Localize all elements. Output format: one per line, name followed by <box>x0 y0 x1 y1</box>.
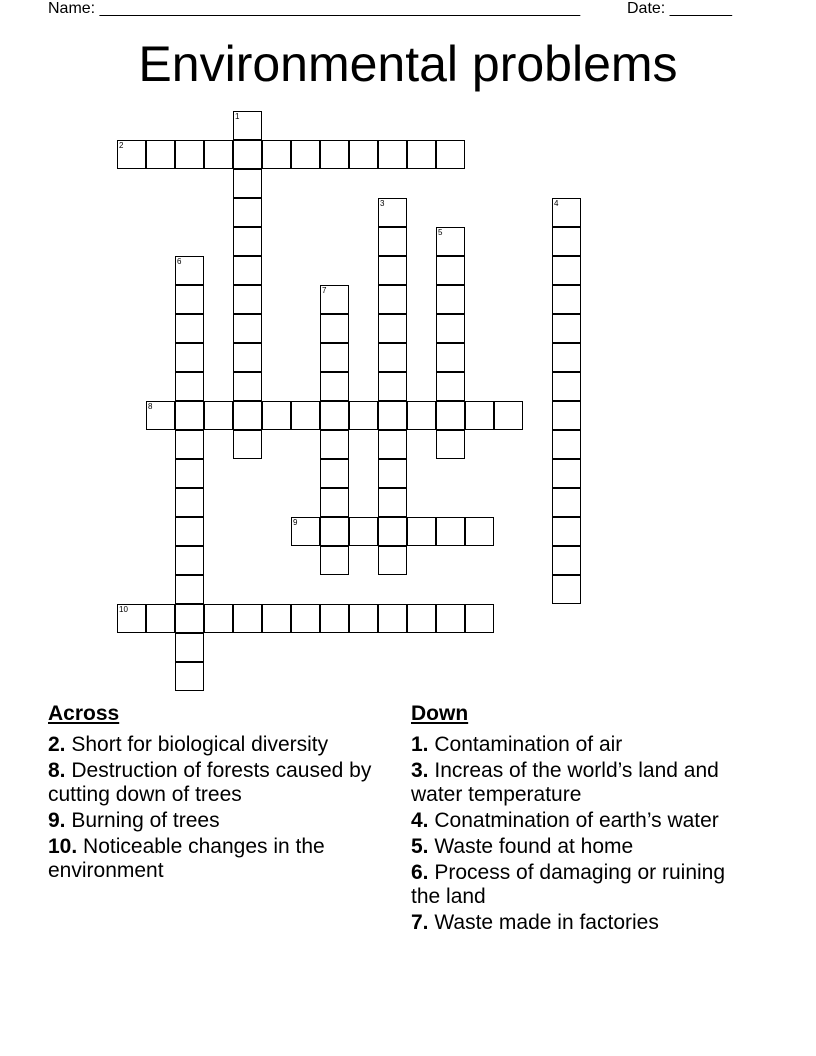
grid-cell[interactable] <box>378 430 407 459</box>
grid-cell[interactable] <box>175 343 204 372</box>
grid-cell[interactable] <box>436 285 465 314</box>
grid-cell[interactable] <box>436 430 465 459</box>
cell-number: 3 <box>380 199 385 208</box>
grid-cell[interactable] <box>436 314 465 343</box>
grid-cell[interactable] <box>436 401 465 430</box>
clue-down-3 <box>411 759 741 807</box>
grid-cell[interactable] <box>407 140 436 169</box>
grid-cell[interactable] <box>436 604 465 633</box>
cell-number: 10 <box>119 605 128 614</box>
grid-cell[interactable] <box>552 314 581 343</box>
grid-cell[interactable] <box>175 459 204 488</box>
grid-cell[interactable] <box>378 372 407 401</box>
date-field[interactable]: Date: _______ <box>627 0 732 17</box>
grid-cell[interactable] <box>436 372 465 401</box>
grid-cell[interactable] <box>175 517 204 546</box>
grid-cell[interactable] <box>291 401 320 430</box>
grid-cell[interactable] <box>552 517 581 546</box>
grid-cell[interactable] <box>233 111 262 140</box>
across-heading: Across <box>48 702 120 725</box>
grid-cell[interactable] <box>175 256 204 285</box>
grid-cell[interactable] <box>378 256 407 285</box>
grid-cell[interactable] <box>233 430 262 459</box>
cell-number: 5 <box>438 228 443 237</box>
grid-cell[interactable] <box>552 430 581 459</box>
grid-cell[interactable] <box>465 401 494 430</box>
clue-down-7 <box>411 911 741 935</box>
grid-cell[interactable] <box>552 285 581 314</box>
grid-cell[interactable] <box>175 140 204 169</box>
grid-cell[interactable] <box>146 140 175 169</box>
cell-number: 6 <box>177 257 182 266</box>
clue-down-5 <box>411 835 741 859</box>
grid-cell[interactable] <box>378 343 407 372</box>
cell-number: 4 <box>554 199 559 208</box>
clue-text: Process of damaging or ruining the land <box>411 861 726 908</box>
clue-number: 6. <box>411 861 429 884</box>
grid-cell[interactable] <box>233 604 262 633</box>
cell-number: 2 <box>119 141 124 150</box>
grid-cell[interactable] <box>436 256 465 285</box>
grid-cell[interactable] <box>233 314 262 343</box>
grid-cell[interactable] <box>378 459 407 488</box>
grid-cell[interactable] <box>204 140 233 169</box>
grid-cell[interactable] <box>320 401 349 430</box>
grid-cell[interactable] <box>349 517 378 546</box>
grid-cell[interactable] <box>378 517 407 546</box>
grid-cell[interactable] <box>552 401 581 430</box>
grid-cell[interactable] <box>233 256 262 285</box>
grid-cell[interactable] <box>320 372 349 401</box>
grid-cell[interactable] <box>552 372 581 401</box>
grid-cell[interactable] <box>378 314 407 343</box>
grid-cell[interactable] <box>320 517 349 546</box>
down-heading: Down <box>411 702 469 725</box>
grid-cell[interactable] <box>552 227 581 256</box>
grid-cell[interactable] <box>175 430 204 459</box>
grid-cell[interactable] <box>175 285 204 314</box>
clue-text: Contamination of air <box>434 733 623 756</box>
grid-cell[interactable] <box>436 343 465 372</box>
clue-down-1 <box>411 733 741 757</box>
clue-across-10 <box>48 835 398 883</box>
page-title: Environmental problems <box>138 36 678 92</box>
grid-cell[interactable] <box>378 488 407 517</box>
grid-cell[interactable] <box>465 604 494 633</box>
grid-cell[interactable] <box>407 401 436 430</box>
grid-cell[interactable] <box>262 401 291 430</box>
name-field[interactable]: Name: ______________________________________________________ <box>48 0 581 17</box>
clue-down-6 <box>411 861 741 909</box>
grid-cell[interactable] <box>552 575 581 604</box>
grid-cell[interactable] <box>552 198 581 227</box>
grid-cell[interactable] <box>407 517 436 546</box>
clue-text: Short for biological diversity <box>71 733 329 756</box>
grid-cell[interactable] <box>175 314 204 343</box>
across-clues <box>48 701 398 885</box>
grid-cell[interactable] <box>378 227 407 256</box>
grid-cell[interactable] <box>552 488 581 517</box>
cell-number: 7 <box>322 286 327 295</box>
cell-number: 9 <box>293 518 298 527</box>
grid-cell[interactable] <box>320 546 349 575</box>
grid-cell[interactable] <box>320 430 349 459</box>
grid-cell[interactable] <box>233 227 262 256</box>
grid-cell[interactable] <box>436 227 465 256</box>
grid-cell[interactable] <box>233 343 262 372</box>
clue-text: Waste made in factories <box>434 911 659 934</box>
clue-text: Burning of trees <box>71 809 220 832</box>
cell-number: 8 <box>148 402 153 411</box>
grid-cell[interactable] <box>291 140 320 169</box>
grid-cell[interactable] <box>262 140 291 169</box>
clue-across-9 <box>48 809 398 833</box>
clue-text: Waste found at home <box>434 835 634 858</box>
clue-across-2 <box>48 733 398 757</box>
clue-number: 7. <box>411 911 429 934</box>
grid-cell[interactable] <box>233 285 262 314</box>
grid-cell[interactable] <box>436 140 465 169</box>
grid-cell[interactable] <box>233 169 262 198</box>
grid-cell[interactable] <box>320 285 349 314</box>
grid-cell[interactable] <box>233 140 262 169</box>
grid-cell[interactable] <box>349 401 378 430</box>
clue-number: 2. <box>48 733 66 756</box>
grid-cell[interactable] <box>291 604 320 633</box>
grid-cell[interactable] <box>175 575 204 604</box>
grid-cell[interactable] <box>320 604 349 633</box>
grid-cell[interactable] <box>320 488 349 517</box>
grid-cell[interactable] <box>291 517 320 546</box>
clue-text: Increas of the world’s land and water temperature <box>411 759 719 806</box>
down-clues <box>411 701 741 937</box>
grid-cell[interactable] <box>175 488 204 517</box>
grid-cell[interactable] <box>378 604 407 633</box>
grid-cell[interactable] <box>552 546 581 575</box>
grid-cell[interactable] <box>146 401 175 430</box>
clue-number: 4. <box>411 809 429 832</box>
clue-text: Destruction of forests caused by cutting down of trees <box>48 759 372 806</box>
grid-cell[interactable] <box>378 546 407 575</box>
grid-cell[interactable] <box>320 459 349 488</box>
clue-text: Noticeable changes in the environment <box>48 835 325 882</box>
grid-cell[interactable] <box>204 401 233 430</box>
grid-cell[interactable] <box>378 285 407 314</box>
clue-number: 3. <box>411 759 429 782</box>
grid-cell[interactable] <box>378 401 407 430</box>
grid-cell[interactable] <box>552 459 581 488</box>
grid-cell[interactable] <box>320 140 349 169</box>
grid-cell[interactable] <box>175 372 204 401</box>
grid-cell[interactable] <box>175 546 204 575</box>
grid-cell[interactable] <box>175 633 204 662</box>
grid-cell[interactable] <box>349 604 378 633</box>
grid-cell[interactable] <box>233 198 262 227</box>
grid-cell[interactable] <box>233 372 262 401</box>
grid-cell[interactable] <box>552 256 581 285</box>
grid-cell[interactable] <box>320 314 349 343</box>
grid-cell[interactable] <box>378 140 407 169</box>
grid-cell[interactable] <box>320 343 349 372</box>
clue-number: 8. <box>48 759 66 782</box>
clue-number: 1. <box>411 733 429 756</box>
grid-cell[interactable] <box>146 604 175 633</box>
grid-cell[interactable] <box>436 517 465 546</box>
clue-number: 5. <box>411 835 429 858</box>
clue-number: 9. <box>48 809 66 832</box>
clue-down-4 <box>411 809 741 833</box>
grid-cell[interactable] <box>552 343 581 372</box>
grid-cell[interactable] <box>378 198 407 227</box>
grid-cell[interactable] <box>175 604 204 633</box>
grid-cell[interactable] <box>494 401 523 430</box>
clue-text: Conatmination of earth’s water <box>434 809 719 832</box>
grid-cell[interactable] <box>204 604 233 633</box>
grid-cell[interactable] <box>465 517 494 546</box>
grid-cell[interactable] <box>117 604 146 633</box>
grid-cell[interactable] <box>349 140 378 169</box>
grid-cell[interactable] <box>407 604 436 633</box>
grid-cell[interactable] <box>117 140 146 169</box>
grid-cell[interactable] <box>262 604 291 633</box>
grid-cell[interactable] <box>175 662 204 691</box>
grid-cell[interactable] <box>175 401 204 430</box>
clue-across-8 <box>48 759 398 807</box>
clue-number: 10. <box>48 835 78 858</box>
grid-cell[interactable] <box>233 401 262 430</box>
cell-number: 1 <box>235 112 240 121</box>
